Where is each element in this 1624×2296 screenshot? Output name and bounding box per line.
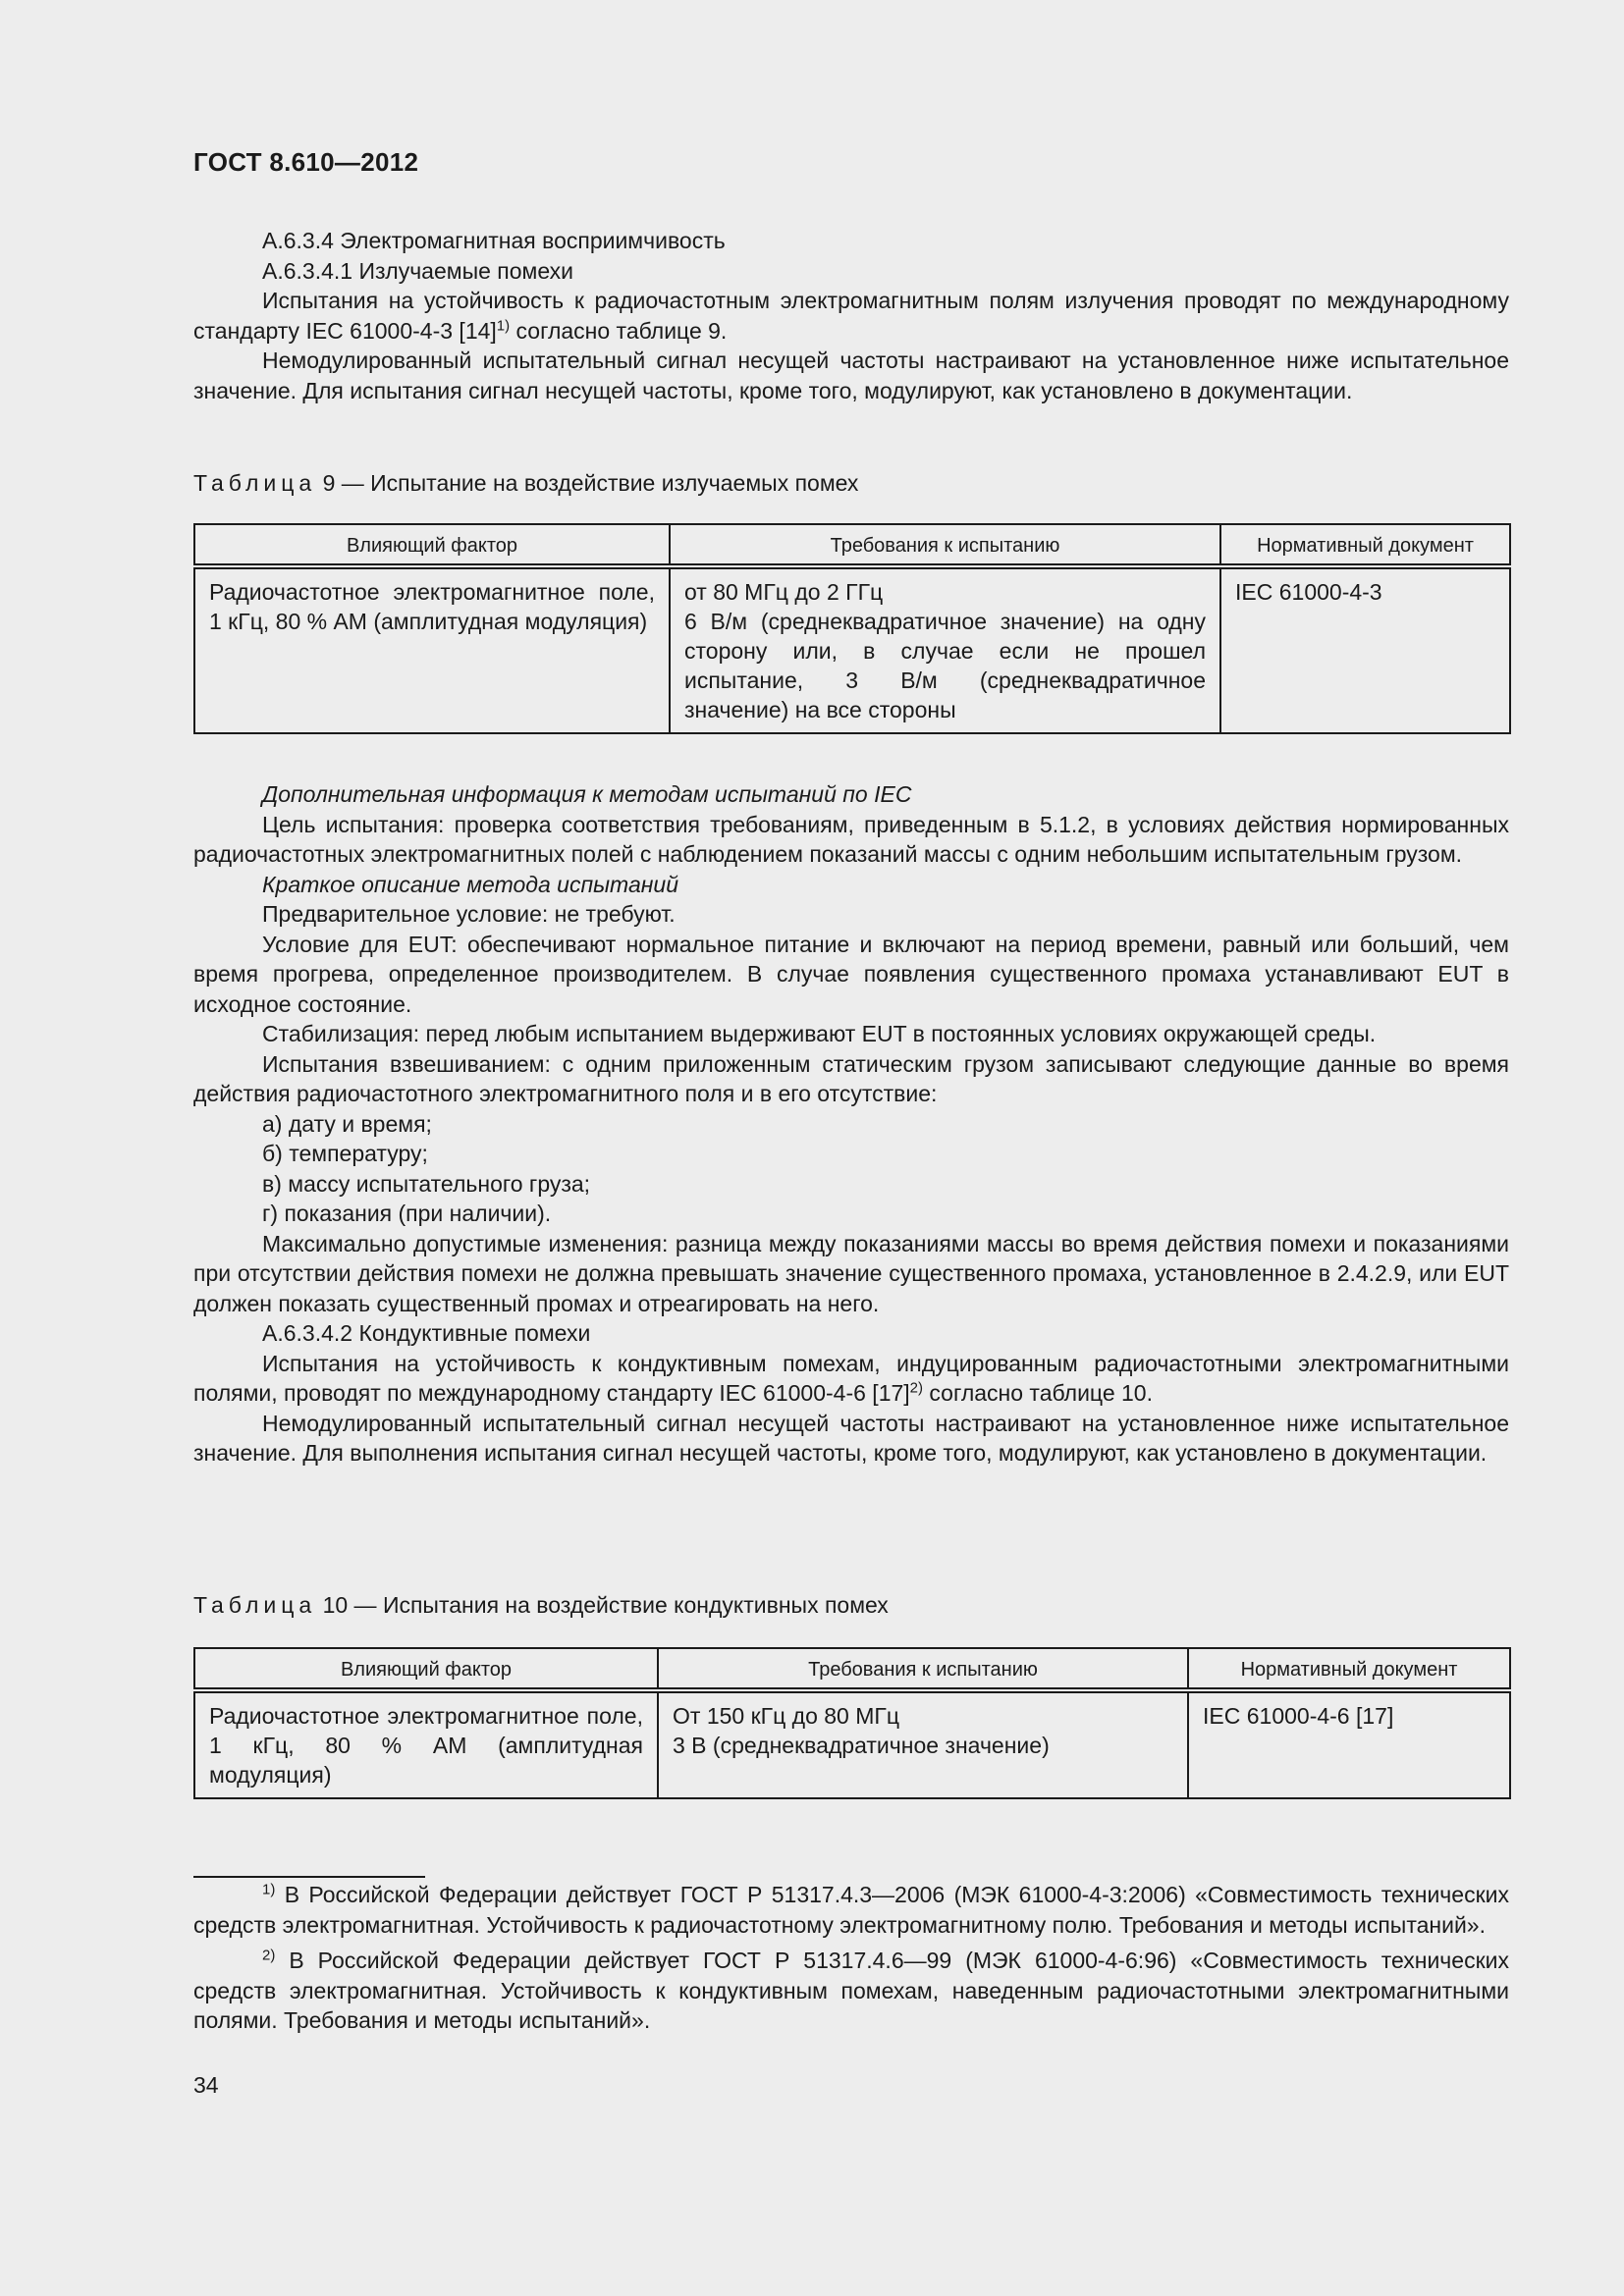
footnote: $^{1)}$ В Российской Федерации действует ГОСТ Р 51317.4.3—2006 (МЭК 61000-4-3:2006) «Совместимость технических средств электромагнитная. Устойчивость к радиочастотному электромагнитному полю. Требования и методы испытаний». (193, 1881, 1509, 1938)
table-row (194, 566, 1510, 733)
table-cell: Радиочастотное электромагнитное поле, 1 кГц, 80 % AM (амплитудная модуляция) (194, 1690, 658, 1798)
footnotes (193, 1880, 1509, 2036)
table-caption: Таблица 10 — Испытания на воздействие кондуктивных помех (193, 1592, 889, 1618)
section-radiated (193, 226, 1509, 405)
paragraph: Цель испытания: проверка соответствия требованиям, приведенным в 5.1.2, в условиях действия нормированных радиочастотных электромагнитных полей с наблюдением показаний массы с одним небольшим испытательным грузом. (193, 811, 1509, 867)
table-row (194, 1690, 1510, 1798)
page-number: 34 (193, 2072, 219, 2098)
section-heading: А.6.3.4 Электромагнитная восприимчивость (262, 228, 726, 253)
paragraph: Предварительное условие: не требуют. (262, 901, 676, 927)
table-10 (193, 1647, 1509, 1799)
subsection-heading: А.6.3.4.2 Кондуктивные помехи (262, 1320, 591, 1346)
table-9 (193, 523, 1509, 734)
column-header: Влияющий фактор (194, 524, 670, 566)
column-header: Нормативный документ (1188, 1648, 1510, 1690)
paragraph: Испытания на устойчивость к радиочастотным электромагнитным полям излучения проводят по международному стандарту IEC 61000-4-3 $[14]^{1)}$ согласно таблице 9. (193, 288, 1509, 344)
table-cell: От 150 кГц до 80 МГц 3 В (среднеквадратичное значение) (658, 1690, 1188, 1798)
paragraph: Немодулированный испытательный сигнал несущей частоты настраивают на установленное ниже испытательное значение. Для испытания сигнал несущей частоты, кроме того, модулируют, как установлено в документации. (193, 347, 1509, 403)
section-additional-info (193, 779, 1509, 1468)
table-cell: IEC 61000-4-3 (1220, 566, 1510, 733)
italic-heading: Краткое описание метода испытаний (262, 871, 678, 897)
subsection-heading: А.6.3.4.1 Излучаемые помехи (262, 257, 573, 284)
paragraph: Условие для EUT: обеспечивают нормальное питание и включают на период времени, равный или больший, чем время прогрева, определенное производителем. В случае появления существенного промаха устанавливают EUT в исходное состояние. (193, 931, 1509, 1017)
list-item: г) показания (при наличии). (262, 1201, 552, 1226)
column-header: Нормативный документ (1220, 524, 1510, 566)
footnote-separator (193, 1876, 425, 1878)
table-cell: от 80 МГц до 2 ГГц 6 В/м (среднеквадратичное значение) на одну сторону или, в случае если не прошел испытание, 3 В/м (среднеквадратичное значение) на все стороны (670, 566, 1220, 733)
column-header: Требования к испытанию (670, 524, 1220, 566)
table-caption: Таблица 9 — Испытание на воздействие излучаемых помех (193, 470, 859, 496)
paragraph: Стабилизация: перед любым испытанием выдерживают EUT в постоянных условиях окружающей среды. (262, 1021, 1377, 1046)
list-item: а) дату и время; (262, 1110, 432, 1137)
column-header: Требования к испытанию (658, 1648, 1188, 1690)
paragraph: Испытания взвешиванием: с одним приложенным статическим грузом записывают следующие данные во время действия радиочастотного электромагнитного поля и в его отсутствие: (193, 1050, 1509, 1106)
list-item: в) массу испытательного груза; (262, 1170, 591, 1197)
footnote: $^{2)}$ В Российской Федерации действует ГОСТ Р 51317.4.6—99 (МЭК 61000-4-6:96) «Совместимость технических средств электромагнитная. Устойчивость к кондуктивным помехам, наведенным радиочастотными электромагнитными полями. Требования и методы испытаний». (193, 1947, 1509, 2033)
paragraph: Испытания на устойчивость к кондуктивным помехам, индуцированным радиочастотными электромагнитными полями, проводят по международному стандарту IEC 61000-4-6 $[17]^{2)}$ согласно таблице 10. (193, 1350, 1509, 1406)
table-cell: Радиочастотное электромагнитное поле, 1 кГц, 80 % AM (амплитудная модуляция) (194, 566, 670, 733)
list-item: б) температуру; (262, 1141, 428, 1166)
footnote-ref: 2) (909, 1379, 924, 1397)
document-header: ГОСТ 8.610—2012 (193, 147, 419, 177)
paragraph: Немодулированный испытательный сигнал несущей частоты настраивают на установленное ниже испытательное значение. Для выполнения испытания сигнал несущей частоты, кроме того, модулируют, как установлено в документации. (193, 1410, 1509, 1466)
table-cell: IEC 61000-4-6 [17] (1188, 1690, 1510, 1798)
column-header: Влияющий фактор (194, 1648, 658, 1690)
italic-heading: Дополнительная информация к методам испытаний по IEC (262, 781, 912, 807)
paragraph: Максимально допустимые изменения: разница между показаниями массы во время действия помехи и показаниями при отсутствии действия помехи не должна превышать значение существенного промаха, установленное в 2.4.2.9, или EUT должен показать существенный промах и отреагировать на него. (193, 1230, 1509, 1316)
footnote-ref: 1) (496, 316, 511, 334)
